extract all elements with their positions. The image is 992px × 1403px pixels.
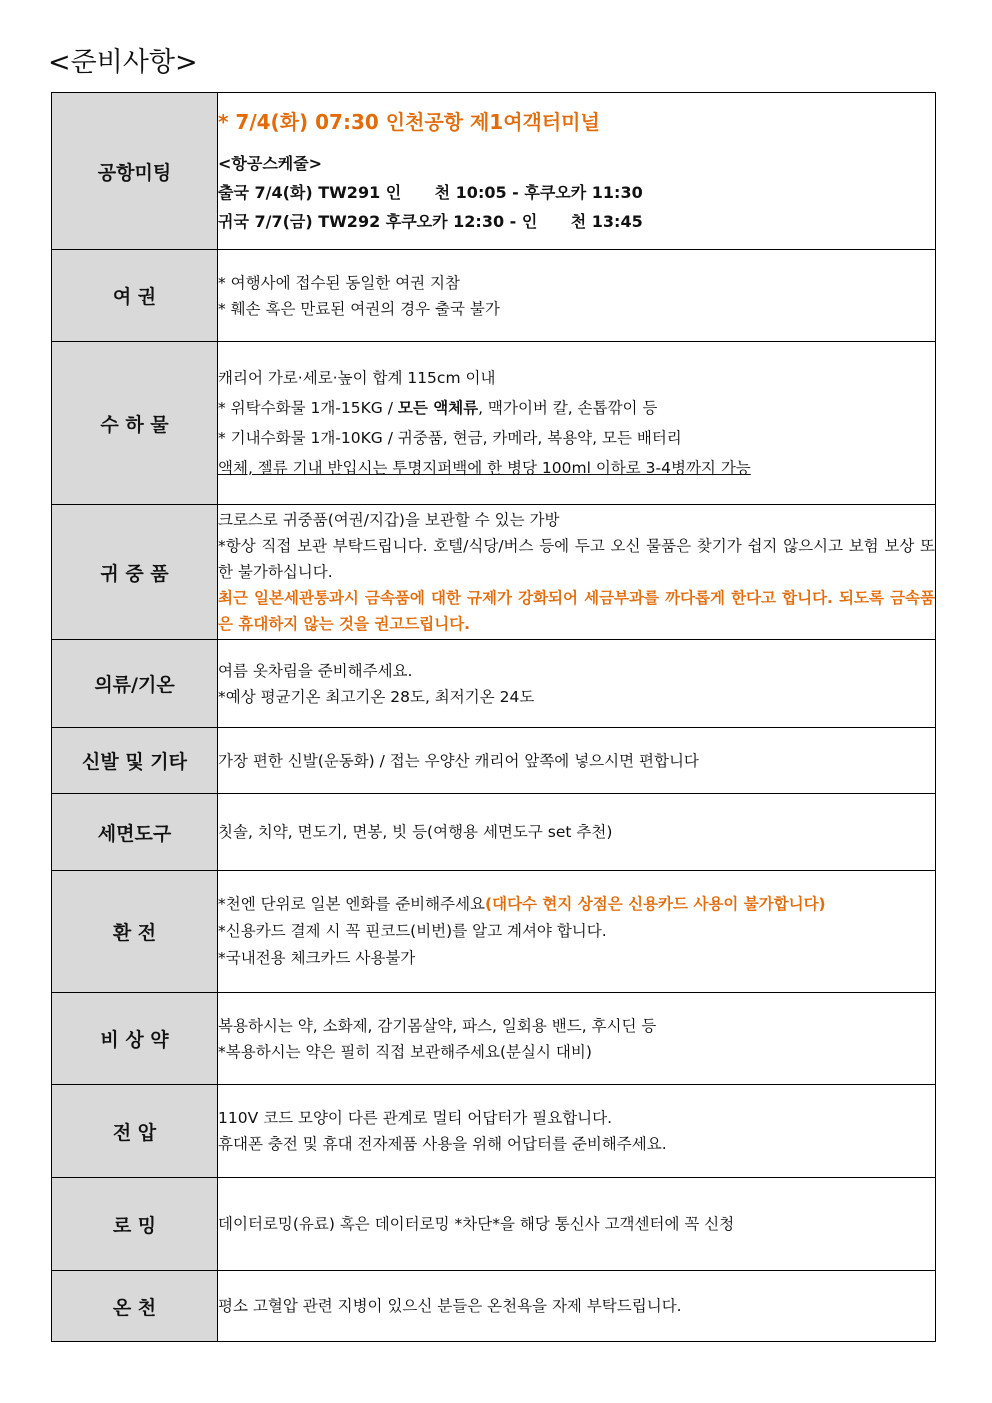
row-content-roaming (218, 1178, 936, 1271)
baggage-line-2-c: , 맥가이버 칼, 손톱깎이 등 (478, 399, 658, 417)
table-row-clothing (52, 640, 936, 728)
voltage-line-2: 휴대폰 충전 및 휴대 전자제품 사용을 위해 어답터를 준비해주세요. (218, 1135, 667, 1153)
baggage-line-1: 캐리어 가로‧세로‧높이 합계 115cm 이내 (218, 369, 496, 387)
row-label-clothing: 의류/기온 (52, 640, 218, 728)
exchange-card-warning: (대다수 현지 상점은 신용카드 사용이 불가합니다) (485, 895, 826, 913)
table-row-roaming (52, 1178, 936, 1271)
toiletries-line-1: 칫솔, 치약, 면도기, 면봉, 빗 등(여행용 세면도구 set 추천) (218, 823, 613, 841)
row-label-baggage: 수 하 물 (52, 342, 218, 505)
valuables-line-2: *항상 직접 보관 부탁드립니다. 호텔/식당/버스 등에 두고 오신 물품은 찾기가 쉽지 않으시고 보험 보상 또한 불가하십니다. (218, 537, 935, 581)
preparation-table (51, 92, 936, 1342)
row-content-shoes (218, 728, 936, 794)
baggage-line-2 (218, 393, 935, 423)
baggage-line-3: * 기내수화물 1개-10KG / 귀중품, 현금, 카메라, 복용약, 모든 배터리 (218, 429, 682, 447)
row-label-passport: 여 권 (52, 250, 218, 342)
row-label-voltage: 전 압 (52, 1085, 218, 1178)
row-content-toiletries (218, 794, 936, 871)
valuables-line-1: 크로스로 귀중품(여권/지갑)을 보관할 수 있는 가방 (218, 511, 560, 529)
shoes-line-1: 가장 편한 신발(운동화) / 접는 우양산 캐리어 앞쪽에 넣으시면 편합니다 (218, 751, 699, 770)
table-row-baggage (52, 342, 936, 505)
row-label-valuables: 귀 중 품 (52, 505, 218, 640)
row-content-hotspring (218, 1271, 936, 1342)
row-content-clothing (218, 640, 936, 728)
row-content-medicine (218, 993, 936, 1085)
table-row-valuables (52, 505, 936, 640)
valuables-warning: 최근 일본세관통과시 금속품에 대한 규제가 강화되어 세금부과를 까다롭게 한다고 합니다. 되도록 금속품은 휴대하지 않는 것을 권고드립니다. (218, 589, 935, 633)
baggage-liquids-emphasis: 모든 액체류 (397, 399, 479, 417)
page-title: <준비사항> (48, 47, 198, 78)
table-row-hotspring (52, 1271, 936, 1342)
table-row-exchange (52, 871, 936, 993)
exchange-line-2: *신용카드 결제 시 꼭 핀코드(비번)를 알고 계셔야 합니다. (218, 922, 607, 940)
flight-schedule-title: <항공스케줄> (218, 153, 323, 173)
exchange-line-1 (218, 891, 935, 918)
row-label-medicine: 비 상 약 (52, 993, 218, 1085)
row-content-valuables (218, 505, 936, 640)
passport-line-2: * 훼손 혹은 만료된 여권의 경우 출국 불가 (218, 299, 500, 318)
medicine-line-2: *복용하시는 약은 필히 직접 보관해주세요(분실시 대비) (218, 1042, 592, 1061)
medicine-line-1: 복용하시는 약, 소화제, 감기몸살약, 파스, 일회용 밴드, 후시딘 등 (218, 1016, 657, 1035)
exchange-line-1-a: *천엔 단위로 일본 엔화를 준비해주세요 (218, 895, 486, 913)
exchange-line-3: *국내전용 체크카드 사용불가 (218, 949, 416, 967)
row-label-toiletries: 세면도구 (52, 794, 218, 871)
row-content-voltage (218, 1085, 936, 1178)
baggage-line-4: 액체, 젤류 기내 반입시는 투명지퍼백에 한 병당 100ml 이하로 3-4병까지 가능 (218, 459, 751, 477)
table-row-shoes (52, 728, 936, 794)
table-row-passport (52, 250, 936, 342)
flight-outbound: 출국 7/4(화) TW291 인 천 10:05 - 후쿠오카 11:30 (218, 182, 643, 202)
table-row-toiletries (52, 794, 936, 871)
row-content-exchange (218, 871, 936, 993)
table-row-voltage (52, 1085, 936, 1178)
meeting-headline: * 7/4(화) 07:30 인천공항 제1여객터미널 (218, 109, 600, 134)
row-label-roaming: 로 밍 (52, 1178, 218, 1271)
table-row-medicine (52, 993, 936, 1085)
table-row-meeting (52, 93, 936, 250)
row-label-shoes: 신발 및 기타 (52, 728, 218, 794)
hotspring-line-1: 평소 고혈압 관련 지병이 있으신 분들은 온천욕을 자제 부탁드립니다. (218, 1297, 682, 1315)
clothing-line-1: 여름 옷차림을 준비해주세요. (218, 661, 413, 680)
row-label-exchange: 환 전 (52, 871, 218, 993)
row-content-meeting (218, 93, 936, 250)
clothing-line-2: *예상 평균기온 최고기온 28도, 최저기온 24도 (218, 687, 535, 706)
baggage-line-2-a: * 위탁수화물 1개-15KG / (218, 399, 398, 417)
row-label-hotspring: 온 천 (52, 1271, 218, 1342)
row-content-passport (218, 250, 936, 342)
voltage-line-1: 110V 코드 모양이 다른 관계로 멀티 어답터가 필요합니다. (218, 1109, 613, 1127)
row-content-baggage (218, 342, 936, 505)
passport-line-1: * 여행사에 접수된 동일한 여권 지참 (218, 273, 461, 292)
flight-inbound: 귀국 7/7(금) TW292 후쿠오카 12:30 - 인 천 13:45 (218, 211, 643, 231)
roaming-line-1: 데이터로밍(유료) 혹은 데이터로밍 *차단*을 해당 통신사 고객센터에 꼭 신청 (218, 1215, 735, 1233)
row-label-meeting: 공항미팅 (52, 93, 218, 250)
